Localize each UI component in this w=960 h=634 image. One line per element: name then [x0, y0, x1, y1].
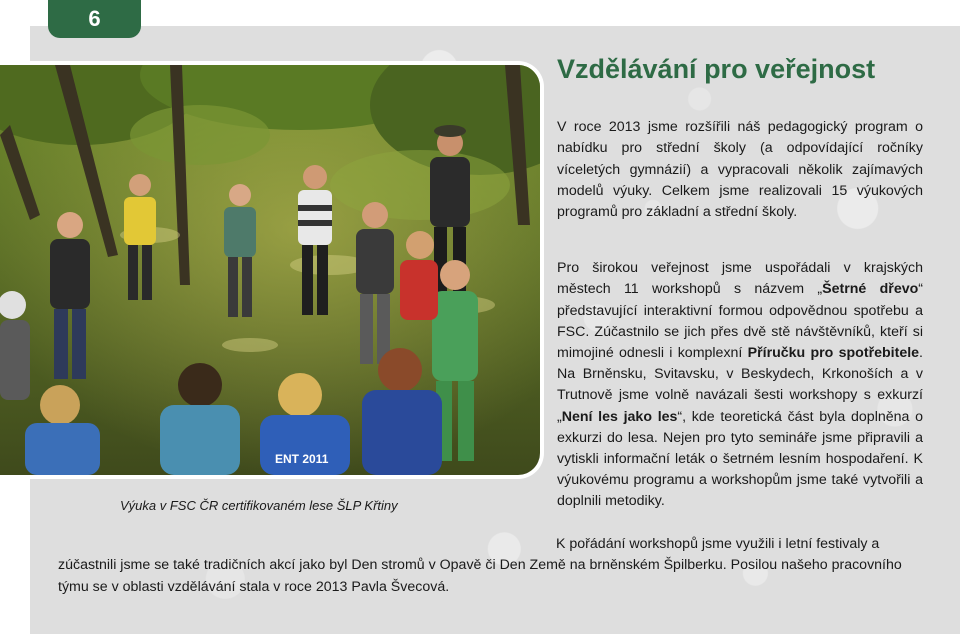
person	[0, 291, 30, 400]
consumer-handbook-title: Příručku pro spotřebitele	[747, 345, 920, 361]
page-number-tab	[48, 0, 141, 38]
forest-workshop-photo	[0, 65, 540, 475]
workshop-name-setrne-drevo: Šetrné dřevo	[822, 281, 919, 298]
photo-caption: Výuka v FSC ČR certifikovaném lese ŠLP Křtiny	[120, 498, 398, 513]
paragraph-text: Pro širokou veřejnost jsme uspořádali v krajských městech 11 workshopů s názvem „	[557, 260, 923, 298]
paragraph-text: “ představující interaktivní formou odpovědnou spotřebu a FSC. Zúčastnilo se jich přes dvě stě návštěvníků, kteří si mimojiné odnesli i komplexní	[557, 281, 924, 361]
paragraph-school-programs: V roce 2013 jsme rozšířili náš pedagogický program o nabídku pro střední školy (a odpovídající ročníky víceletých gymnázií) a vypracovali několik zajímavých modelů výuky. Celkem jsme realizovali 15 výukových programů pro základní a střední školy.	[557, 119, 923, 220]
paragraph-workshops	[557, 258, 923, 512]
shirt-print: ENT 2011	[275, 452, 329, 466]
paragraph-festivals: K pořádání workshopů jsme využili i letní festivaly a zúčastnili jsme se také tradičních akcí jako byl Den stromů v Opavě či Den Země na brněnském Špilberku. Posilou našeho pracovního týmu se v oblasti vzdělávání stala v roce 2013 Pavla Švecová.	[58, 536, 902, 595]
workshop-name-neni-les-jako-les: Není les jako les	[561, 408, 678, 425]
page-number: 6	[88, 6, 101, 31]
paragraph-text: . Na Brněnsku, Svitavsku, v Beskydech, Krkonoších a v Trutnově jsme volně navázali šesti workshopy s exkurzí „	[557, 345, 923, 425]
paragraph-text: “, kde teoretická část byla doplněna o exkurzi do lesa. Nejen pro tyto semináře jsme připravili a vytiskli informační leták o šetrném lesním hospodaření. K výukovému programu a workshopům jsme také vytvořili a doplnili metodiky.	[557, 408, 923, 510]
photo-illustration	[0, 65, 540, 475]
section-heading: Vzdělávání pro veřejnost	[557, 54, 876, 84]
